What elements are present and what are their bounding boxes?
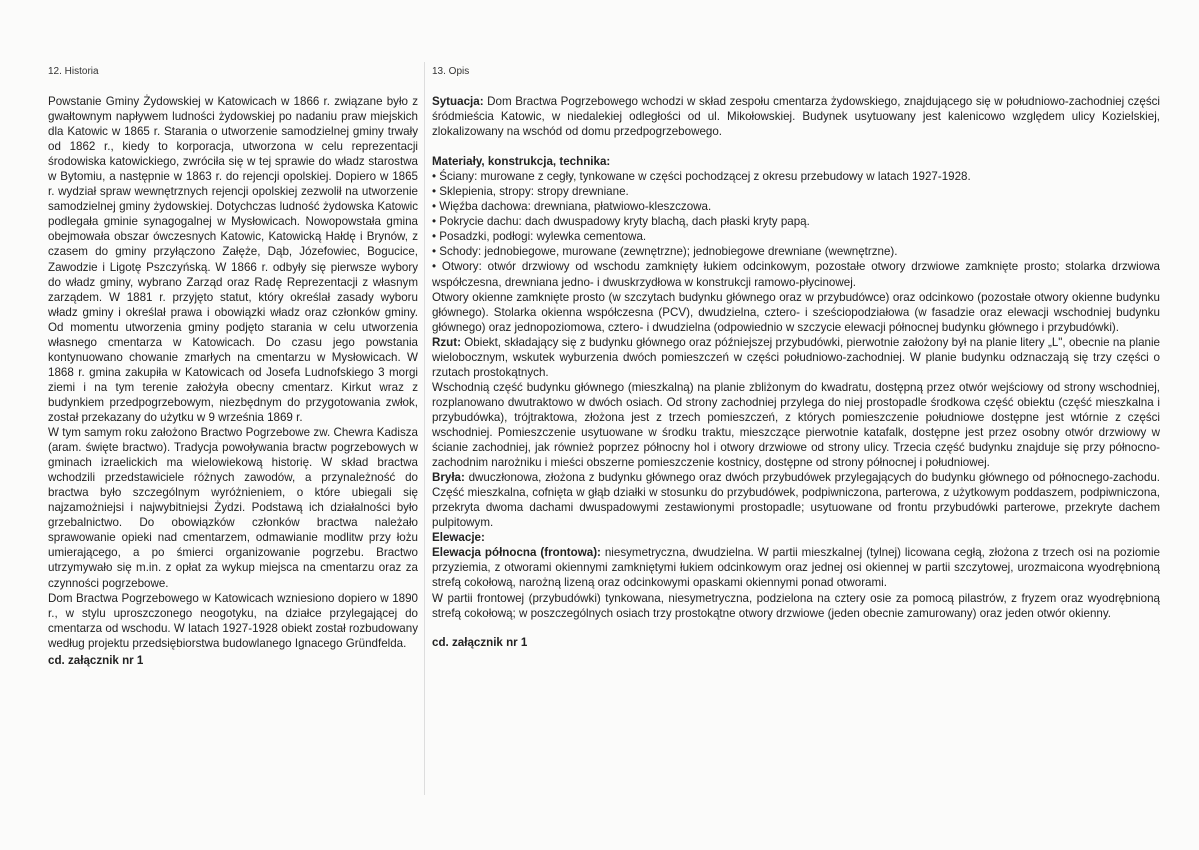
north-elevation-paragraph: Elewacja północna (frontowa): niesymetryczna, dwudzielna. W partii mieszkalnej (tylnej) licowana cegłą, złożona z trzech osi na poziomie przyziemia, z otworami okiennymi zamkniętymi łukiem odcinkowym oraz jednej osi okiennej w partii szczytowej, urozmaicona wyodrębnioną strefą cokołową, narożną lizeną oraz odcinkowymi opaskami okiennymi ponad otworami.	[432, 546, 1160, 590]
materials-item: • Więźba dachowa: drewniana, płatwiowo-kleszczowa.	[432, 199, 1160, 214]
materials-item: • Sklepienia, stropy: stropy drewniane.	[432, 184, 1160, 199]
situation-text: Dom Bractwa Pogrzebowego wchodzi w skład zespołu cmentarza żydowskiego, znajdującego się w południowo-zachodniej części śródmieścia Katowic, w niedalekiej odległości od ul. Mikołowskiej. Budynek usytuowany jest kalenicowo względem ulicy Kozielskiej, zlokalizowany na wschód od domu przedpogrzebowego.	[432, 95, 1160, 139]
massing-paragraph: Bryła: dwuczłonowa, złożona z budynku głównego oraz dwóch przybudówek przylegających do budynku głównego od północnego-zachodu. Część mieszkalna, cofnięta w głąb działki w stosunku do przybudówek, podpiwniczona, parterowa, z użytkowym poddaszem, podpiwniczona, przekryta dwoma dachami dwuspadowymi zestawionymi prostopadle; usytuowane od frontu przybudówki parterowe, przekryte dachem pulpitowym.	[432, 471, 1160, 530]
history-section-title: 12. Historia	[48, 66, 99, 77]
front-elevation-paragraph: W partii frontowej (przybudówki) tynkowana, niesymetryczna, podzielona na cztery osie za pomocą pilastrów, z fryzem oraz wyodrębnioną strefą cokołową; w poszczególnych osiach trzy prostokątne otwory drzwiowe (jeden obecnie zamurowany) oraz jeden otwór okienny.	[432, 591, 1160, 620]
windows-paragraph: Otwory okienne zamknięte prosto (w szczytach budynku głównego oraz w przybudówce) oraz odcinkowo (pozostałe otwory okienne budynku głównego). Stolarka okienna współczesna (PCV), dwudzielna, cztero- i sześciopodziałowa (w fasadzie oraz elewacji wschodniej budynku głównego) oraz jednopoziomowa, cztero- i dwudzielna (odpowiednio w szczycie elewacji północnej budynku głównego i przybudówki).	[432, 290, 1160, 334]
materials-item: • Ściany: murowane z cegły, tynkowane w części pochodzącej z okresu przebudowy w latach 1927-1928.	[432, 169, 1160, 184]
history-paragraph-2: W tym samym roku założono Bractwo Pogrzebowe zw. Chewra Kadisza (aram. święte bractwo). Tradycja powoływania bractw pogrzebowych w gminach izraelickich ma wielowiekową historię. W skład bractwa wchodzili przedstawiciele różnych zawodów, a przynależność do bractwa było szczególnym wyróżnieniem, o które ubiegali się najzamożniejsi i najwybitniejsi Żydzi. Podstawą ich działalności było grzebalnictwo. Do obowiązków członków bractwa należało sprawowanie opieki nad cmentarzem, odmawianie modlitw przy łożu umierającego, a po śmierci organizowanie pogrzebu. Bractwo utrzymywało się m.in. z opłat za wykup miejsca na cmentarzu oraz za czynności pogrzebowe.	[48, 426, 418, 590]
description-column	[432, 94, 1160, 650]
history-column	[48, 94, 418, 668]
materials-item: • Schody: jednobiegowe, murowane (zewnętrzne); jednobiegowe drewniane (wewnętrzne).	[432, 244, 1160, 259]
plan-paragraph-2: Wschodnią część budynku głównego (mieszkalną) na planie zbliżonym do kwadratu, dostępną przez otwór wejściowy od strony wschodniej, rozplanowano dwutraktowo w dwóch osiach. Od strony zachodniej przylega do niej prostopadle środkowa część obiektu (część mieszkalna i przybudówka), trójtraktowa, złożona jest z trzech pomieszczeń, z których pomieszczenie południowe dostępne jest wtórnie z części wschodniej. Pomieszczenie usytuowane w środku traktu, mieszczące pierwotnie katafalk, dostępne jest przez osobny otwór drzwiowy w ścianie zachodniej, jak również poprzez północny hol i otwory drzwiowe od strony ulicy. Trzecia część budynku znajduje się przy północno-zachodnim narożniku i mieści obszerne pomieszczenie kostnicy, dostępne od strony północnej i południowej.	[432, 380, 1160, 470]
elevations-heading: Elewacje:	[432, 531, 485, 545]
column-divider	[424, 62, 425, 795]
situation-paragraph	[432, 94, 1160, 139]
materials-item: • Otwory: otwór drzwiowy od wschodu zamknięty łukiem odcinkowym, pozostałe otwory drzwiowe zamknięte prosto; stolarka drzwiowa współczesna, drewniana jedno- i dwuskrzydłowa w konstrukcji ramowo-płycinowej.	[432, 259, 1160, 289]
description-section-title: 13. Opis	[432, 66, 470, 77]
history-paragraph-1: Powstanie Gminy Żydowskiej w Katowicach w 1866 r. związane było z gwałtownym napływem ludności żydowskiej po nadaniu praw miejskich dla Katowic w 1865 r. Starania o utworzenie samodzielnej gminy trwały od 1862 r., kiedy to korporacja, utworzona w celu reprezentacji środowiska katowickiego, zwróciła się w tej sprawie do władz starostwa w Bytomiu, a następnie w 1863 r. do rejencji opolskiej. Dopiero w 1865 r. wydział spraw wewnętrznych rejencji opolskiej zezwolił na utworzenie samodzielnej gminy żydowskiej. Dotychczas ludność żydowska Katowic podlegała gminie synagogalnej w Mysłowicach. Nowopowstała gmina obejmowała obszar ówczesnych Katowic, Katowicką Hałdę i Brynów, z czasem do gminy przyłączono Załęże, Dąb, Józefowiec, Bogucice, Zawodzie i Ligotę Pszczyńską. W 1866 r. odbyły się pierwsze wybory do władz gminy, wybrano Zarząd oraz Radę Reprezentacji z własnym zarządem. W 1881 r. przyjęto statut, który określał zasady wyboru władz gminy i określał prawa i obowiązki władz oraz członków gminy. Od momentu utworzenia gminy podjęto starania w celu utworzenia własnego cmentarza w Katowicach. Do czasu jego powstania kontynuowano chowanie zmarłych na cmentarzu w Mysłowicach. W 1868 r. gmina zakupiła w Katowicach od Josefa Ludnofskiego 3 morgi ziemi i na tym terenie założyła obecny cmentarz. Kirkut wraz z budynkiem przedpogrzebowym, niezbędnym do przygotowania zwłok, został przekazany do użytku w 9 września 1869 r.	[48, 95, 418, 424]
description-footnote: cd. załącznik nr 1	[432, 635, 528, 649]
materials-heading: Materiały, konstrukcja, technika:	[432, 155, 611, 169]
materials-item: • Posadzki, podłogi: wylewka cementowa.	[432, 229, 1160, 244]
plan-paragraph: Rzut: Obiekt, składający się z budynku głównego oraz późniejszej przybudówki, pierwotnie założony był na planie litery „L", obecnie na planie wielobocznym, wskutek wyburzenia dwóch pomieszczeń w części południowo-zachodniej. W planie budynku odznaczają się trzy części o rzutach prostokątnych.	[432, 335, 1160, 379]
situation-label: Sytuacja:	[432, 95, 484, 108]
history-paragraph-3: Dom Bractwa Pogrzebowego w Katowicach wzniesiono dopiero w 1890 r., w stylu uproszczonego neogotyku, na działce przylegającej do cmentarza od wschodu. W latach 1927-1928 obiekt został rozbudowany według projektu przedsiębiorstwa budowlanego Ignacego Gründfelda.	[48, 591, 418, 650]
massing-label: Bryła:	[432, 471, 465, 485]
materials-item: • Pokrycie dachu: dach dwuspadowy kryty blachą, dach płaski kryty papą.	[432, 214, 1160, 229]
plan-label: Rzut:	[432, 335, 461, 349]
north-elevation-label: Elewacja północna (frontowa):	[432, 546, 601, 560]
history-footnote: cd. załącznik nr 1	[48, 653, 144, 667]
